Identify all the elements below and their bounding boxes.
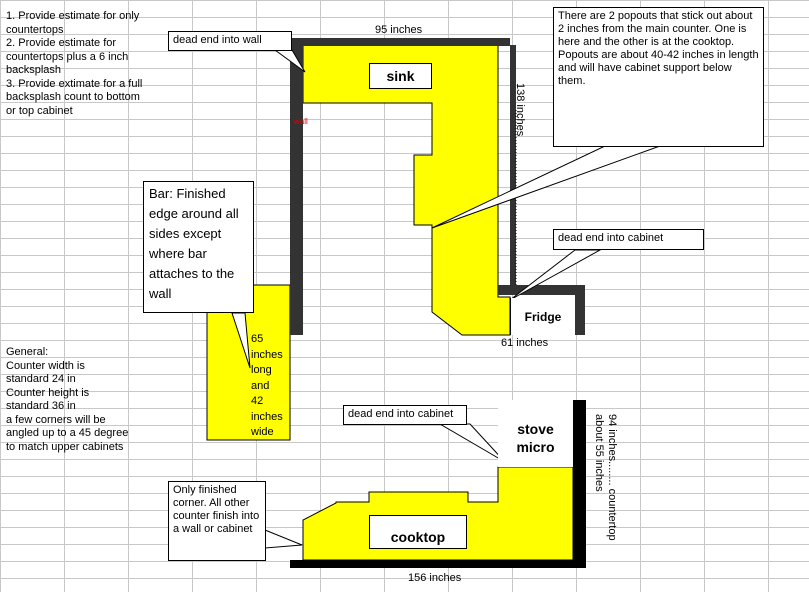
popouts-callout: There are 2 popouts that stick out about 2 inches from the main counter. One is here and the other is at the cooktop. Popouts are about 40-42 inches in length and will have cabinet support below them. bbox=[553, 7, 764, 147]
cooktop-label: cooktop bbox=[369, 515, 467, 549]
left-wall-upper bbox=[290, 45, 303, 335]
fridge-dimension: 61 inches bbox=[501, 337, 549, 349]
finished-corner-callout: Only finished corner. All other counter finish into a wall or cabinet bbox=[168, 481, 266, 561]
fridge-wall-right bbox=[575, 285, 585, 335]
top-wall bbox=[290, 38, 510, 46]
corner-callout-pointer bbox=[265, 530, 302, 548]
dead-end-wall-callout: dead end into wall bbox=[168, 31, 292, 51]
estimate-options-note: 1. Provide estimate for only countertops 2. Provide estimate for countertops plus a 6 inch backsplash 3. Provide extimate for a full backsplash count to bottom or top cabinet bbox=[6, 10, 143, 117]
fridge-dead-end-callout: dead end into cabinet bbox=[553, 229, 704, 250]
stove-side-dimension: 94 inches........ countertop about 55 inches bbox=[593, 414, 618, 541]
stove-callout-pointer bbox=[440, 424, 505, 462]
bar-callout: Bar: Finished edge around all sides except where bar attaches to the wall bbox=[143, 181, 254, 313]
fridge-wall-top bbox=[498, 285, 585, 295]
stove-wall-right bbox=[573, 400, 586, 568]
fridge-label: Fridge bbox=[510, 298, 575, 335]
bottom-wall bbox=[290, 560, 586, 568]
stove-micro-label: stove micro bbox=[498, 400, 573, 467]
wall-marker-label: wall bbox=[294, 117, 308, 126]
stove-dead-end-callout: dead end into cabinet bbox=[343, 405, 467, 425]
bottom-dimension: 156 inches bbox=[408, 572, 462, 584]
bar-dimension: 65 inches long and 42 inches wide bbox=[251, 333, 283, 438]
top-dimension: 95 inches bbox=[375, 24, 423, 36]
general-note: General: Counter width is standard 24 in Counter height is standard 36 in a few corners will be angled up to a 45 degree to match upper cabinets bbox=[6, 346, 129, 453]
sink-label: sink bbox=[369, 63, 432, 89]
right-wall-upper bbox=[510, 45, 516, 285]
right-dimension: 138 inches bbox=[514, 83, 526, 137]
